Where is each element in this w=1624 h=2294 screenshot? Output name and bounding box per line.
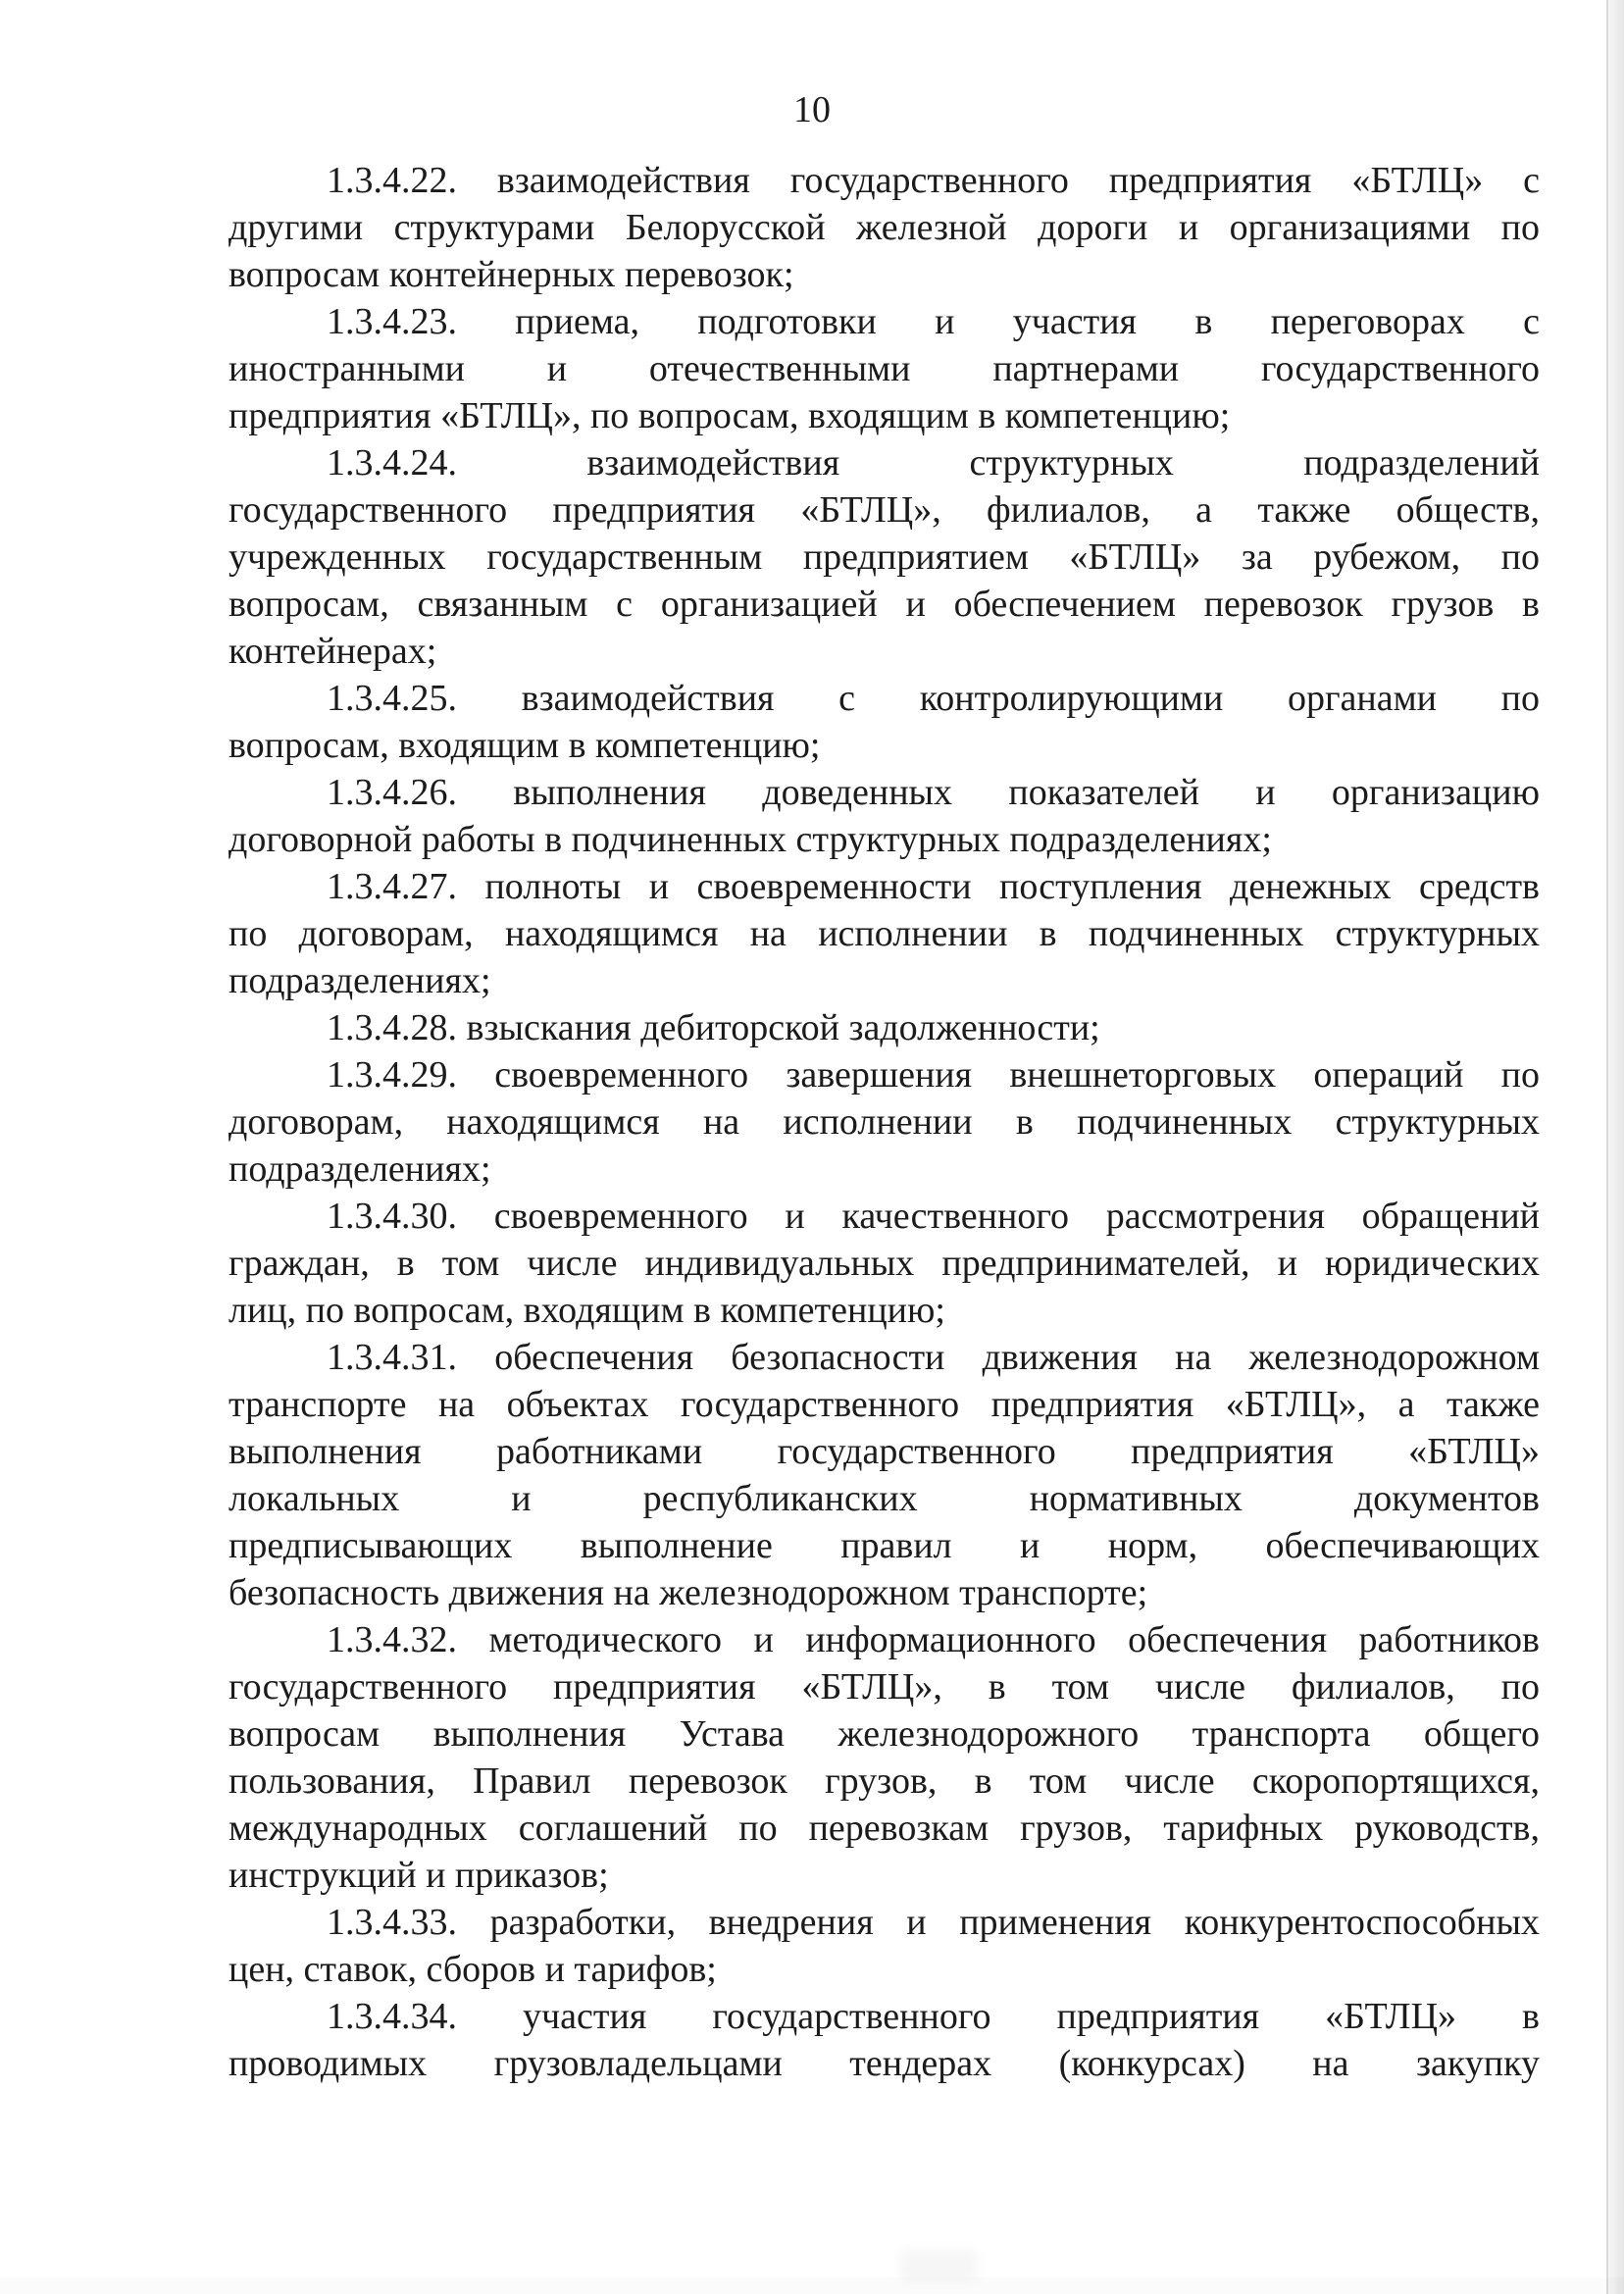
- paragraph-line: граждан, в том числе индивидуальных предпринимателей, и юридических: [228, 1243, 1540, 1284]
- paragraph-line: вопросам контейнерных перевозок;: [228, 254, 794, 295]
- paragraph-line: проводимых грузовладельцами тендерах (конкурсах) на закупку: [228, 2043, 1540, 2084]
- paragraph-line: 1.3.4.31. обеспечения безопасности движения на железнодорожном: [327, 1337, 1540, 1378]
- paragraph-line: контейнерах;: [228, 631, 437, 672]
- paragraph: [228, 1993, 1540, 2087]
- paragraph-line: 1.3.4.24. взаимодействия структурных подразделений: [327, 442, 1540, 484]
- paragraph: [228, 1334, 1540, 1616]
- paragraph: [228, 1616, 1540, 1899]
- paragraph-line: инструкций и приказов;: [228, 1855, 609, 1896]
- paragraph-line: безопасность движения на железнодорожном транспорте;: [228, 1572, 1148, 1613]
- paragraph-line: учрежденных государственным предприятием «БТЛЦ» за рубежом, по: [228, 536, 1540, 578]
- paragraph-line: лиц, по вопросам, входящим в компетенцию;: [228, 1290, 945, 1331]
- paragraph: [228, 863, 1540, 1004]
- paragraph-line: вопросам, связанным с организацией и обеспечением перевозок грузов в: [228, 584, 1540, 625]
- paragraph-line: государственного предприятия «БТЛЦ», филиалов, а также обществ,: [228, 489, 1540, 531]
- scan-edge-shadow: [1606, 0, 1624, 2294]
- paragraph-line: договорам, находящимся на исполнении в подчиненных структурных: [228, 1101, 1540, 1143]
- paragraph-line: транспорте на объектах государственного предприятия «БТЛЦ», а также: [228, 1384, 1540, 1425]
- paragraph-line: вопросам выполнения Устава железнодорожного транспорта общего: [228, 1713, 1540, 1755]
- paragraph-line: цен, ставок, сборов и тарифов;: [228, 1949, 717, 1990]
- paragraph-line: 1.3.4.32. методического и информационного обеспечения работников: [327, 1619, 1540, 1660]
- paragraph-line: пользования, Правил перевозок грузов, в том числе скоропортящихся,: [228, 1760, 1540, 1802]
- paragraph: [228, 439, 1540, 675]
- paragraph-line: по договорам, находящимся на исполнении в подчиненных структурных: [228, 913, 1540, 954]
- paragraph-line: 1.3.4.25. взаимодействия с контролирующими органами по: [327, 678, 1540, 719]
- page-number: 10: [793, 89, 831, 130]
- paragraph-line: 1.3.4.28. взыскания дебиторской задолженности;: [327, 1007, 1100, 1048]
- paragraph-line: договорной работы в подчиненных структурных подразделениях;: [228, 819, 1272, 860]
- paragraph-line: 1.3.4.22. взаимодействия государственного предприятия «БТЛЦ» с: [327, 160, 1540, 201]
- paragraph-line: 1.3.4.23. приема, подготовки и участия в переговорах с: [327, 301, 1540, 342]
- paragraph-line: вопросам, входящим в компетенцию;: [228, 725, 821, 766]
- paragraph-line: подразделениях;: [228, 960, 491, 1001]
- paragraph: [228, 157, 1540, 298]
- paragraph-line: локальных и республиканских нормативных документов: [228, 1478, 1540, 1519]
- paragraph: [228, 1004, 1540, 1051]
- document-body: [228, 157, 1540, 2087]
- paragraph-line: другими структурами Белорусской железной дороги и организациями по: [228, 207, 1540, 248]
- paragraph-line: 1.3.4.34. участия государственного предприятия «БТЛЦ» в: [327, 1996, 1540, 2037]
- paragraph-line: 1.3.4.26. выполнения доведенных показателей и организацию: [327, 772, 1540, 813]
- paragraph: [228, 769, 1540, 863]
- paragraph: [228, 675, 1540, 769]
- paragraph-line: подразделениях;: [228, 1148, 491, 1190]
- paragraph-line: государственного предприятия «БТЛЦ», в том числе филиалов, по: [228, 1666, 1540, 1708]
- paragraph-line: 1.3.4.33. разработки, внедрения и применения конкурентоспособных: [327, 1902, 1540, 1943]
- paragraph: [228, 1051, 1540, 1193]
- paragraph: [228, 1899, 1540, 1993]
- paragraph-line: международных соглашений по перевозкам грузов, тарифных руководств,: [228, 1808, 1540, 1849]
- paragraph-line: выполнения работниками государственного предприятия «БТЛЦ»: [228, 1431, 1540, 1472]
- paragraph-line: 1.3.4.29. своевременного завершения внешнеторговых операций по: [327, 1054, 1540, 1096]
- paragraph-line: иностранными и отечественными партнерами государственного: [228, 348, 1540, 389]
- paragraph-line: 1.3.4.30. своевременного и качественного рассмотрения обращений: [327, 1196, 1540, 1237]
- paragraph-line: 1.3.4.27. полноты и своевременности поступления денежных средств: [327, 866, 1540, 907]
- scan-bottom-strip: [0, 2277, 1624, 2294]
- paragraph: [228, 298, 1540, 439]
- paragraph-line: предприятия «БТЛЦ», по вопросам, входящим в компетенцию;: [228, 395, 1231, 436]
- paragraph: [228, 1193, 1540, 1334]
- paragraph-line: предписывающих выполнение правил и норм, обеспечивающих: [228, 1525, 1540, 1566]
